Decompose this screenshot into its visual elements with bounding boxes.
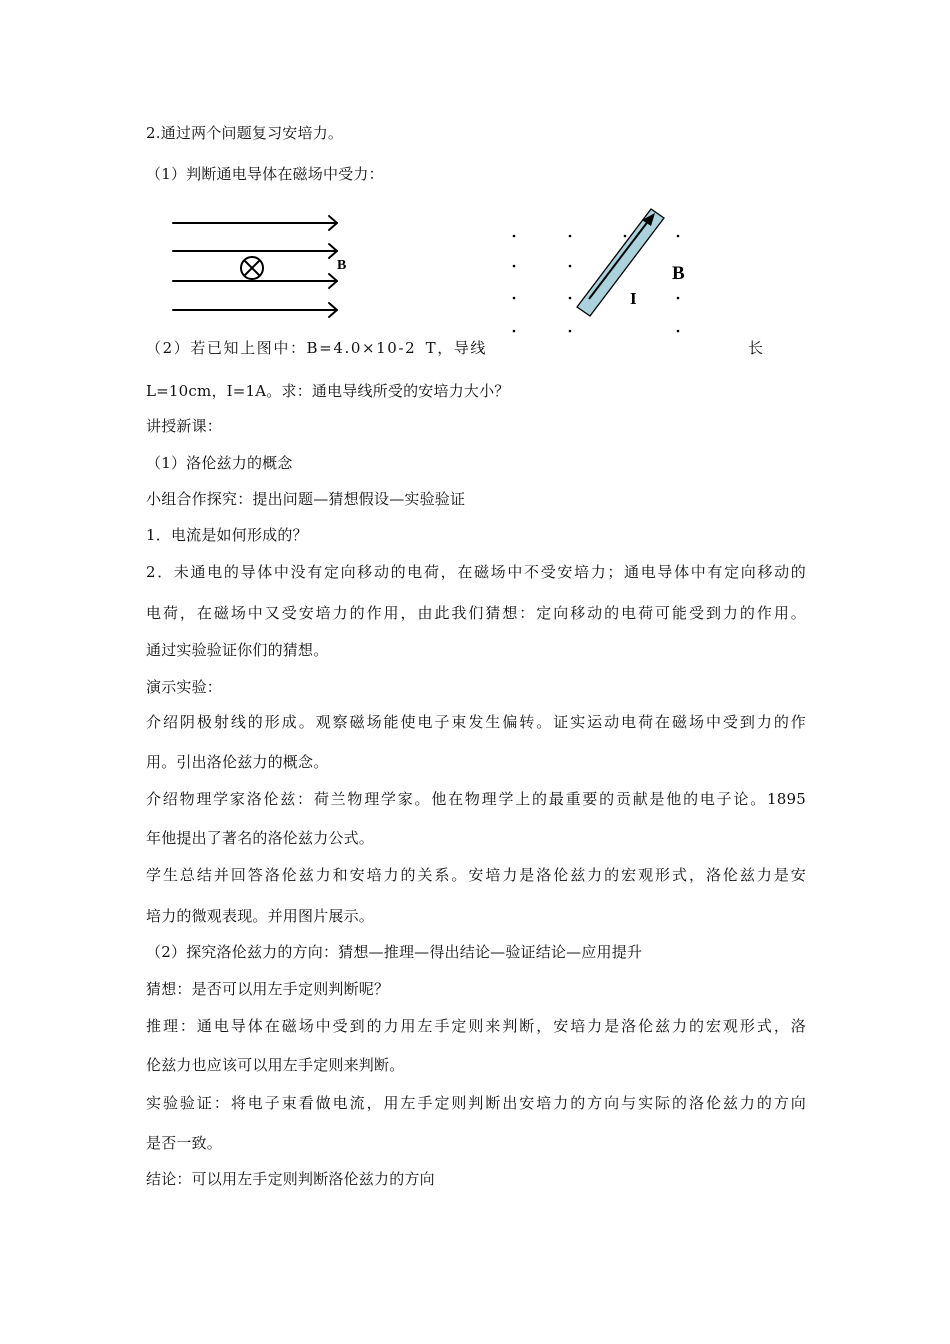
line-4: L=10cm，I=1A。求：通电导线所受的安培力大小？: [146, 382, 510, 400]
line-16: 年他提出了著名的洛伦兹力公式。: [146, 829, 375, 847]
b-label-left: B: [337, 258, 347, 273]
line-17: 学生总结并回答洛伦兹力和安培力的关系。安培力是洛伦兹力的宏观形式，洛伦兹力是安: [146, 866, 806, 884]
line-3-tail: 长: [748, 339, 764, 357]
line-7: 小组合作探究：提出问题—猜想假设—实验验证: [146, 490, 466, 508]
line-8: 1．电流是如何形成的？: [146, 526, 308, 544]
line-15: 介绍物理学家洛伦兹：荷兰物理学家。他在物理学上的最重要的贡献是他的电子论。1895: [146, 790, 806, 808]
line-14: 用。引出洛伦兹力的概念。: [146, 753, 329, 771]
figure-field-lines: [165, 206, 385, 326]
line-18: 培力的微观表现。并用图片展示。: [146, 907, 375, 925]
line-24: 是否一致。: [146, 1134, 223, 1152]
line-11: 通过实验验证你们的猜想。: [146, 641, 329, 659]
i-label: I: [630, 289, 637, 308]
line-3: （2）若已知上图中：B=4.0×10-2 T，导线: [146, 339, 488, 357]
line-13: 介绍阴极射线的形成。观察磁场能使电子束发生偏转。证实运动电荷在磁场中受到力的作: [146, 713, 806, 731]
line-20: 猜想：是否可以用左手定则判断呢？: [146, 980, 390, 998]
b-label-right: B: [672, 263, 685, 284]
line-25: 结论：可以用左手定则判断洛伦兹力的方向: [146, 1170, 435, 1188]
line-19: （2）探究洛伦兹力的方向：猜想—推理—得出结论—验证结论—应用提升: [146, 943, 643, 961]
line-21: 推理：通电导体在磁场中受到的力用左手定则来判断，安培力是洛伦兹力的宏观形式，洛: [146, 1017, 806, 1035]
line-12: 演示实验：: [146, 678, 223, 696]
line-9: 2．未通电的导体中没有定向移动的电荷，在磁场中不受安培力；通电导体中有定向移动的: [146, 563, 806, 581]
line-5: 讲授新课：: [146, 417, 223, 435]
line-6: （1）洛伦兹力的概念: [146, 454, 293, 472]
figure-dotted-field: [500, 200, 700, 340]
line-10: 电荷，在磁场中又受安培力的作用，由此我们猜想：定向移动的电荷可能受到力的作用。: [146, 604, 806, 622]
current-direction-arrow: [589, 220, 649, 299]
line-23: 实验验证：将电子束看做电流，用左手定则判断出安培力的方向与实际的洛伦兹力的方向: [146, 1094, 806, 1112]
line-2: （1）判断通电导体在磁场中受力：: [146, 165, 384, 183]
line-22: 伦兹力也应该可以用左手定则来判断。: [146, 1056, 405, 1074]
line-1: 2.通过两个问题复习安培力。: [146, 124, 344, 142]
